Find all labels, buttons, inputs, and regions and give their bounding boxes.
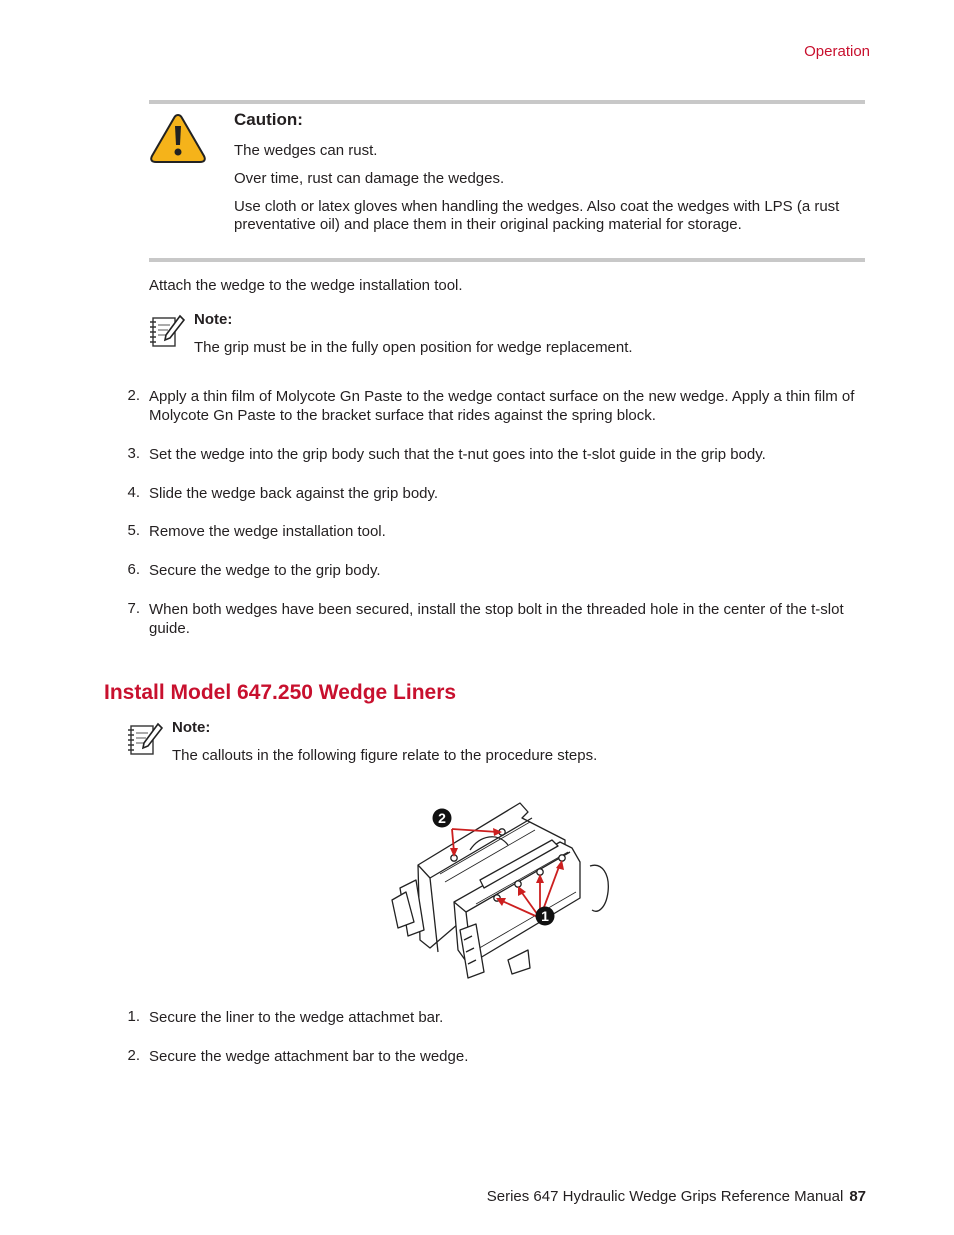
step-text: Secure the wedge to the grip body. xyxy=(149,562,381,579)
step-number: 2. xyxy=(127,387,140,404)
caution-paragraph: Use cloth or latex gloves when handling the wedges. Also coat the wedges with LPS (a rust preventative oil) and place them in their original packing material for storage. xyxy=(234,198,840,233)
step-text: Apply a thin film of Molycote Gn Paste to the wedge contact surface on the new wedge. Apply a thin film of Molycote Gn Paste to the bracket surface that rides against the spring block. xyxy=(149,388,855,424)
step-number: 3. xyxy=(127,445,140,462)
note-pencil-icon xyxy=(127,721,163,757)
svg-text:2: 2 xyxy=(438,810,446,826)
note-text: The callouts in the following figure relate to the procedure steps. xyxy=(172,747,598,764)
caution-top-rule xyxy=(149,100,865,104)
caution-bottom-rule xyxy=(149,258,865,262)
caution-paragraph: Over time, rust can damage the wedges. xyxy=(234,170,505,187)
step-text: Secure the wedge attachment bar to the wedge. xyxy=(149,1048,469,1065)
step-text: When both wedges have been secured, install the stop bolt in the threaded hole in the center of the t-slot guide. xyxy=(149,601,844,637)
step-text: Remove the wedge installation tool. xyxy=(149,523,386,540)
svg-text:1: 1 xyxy=(541,908,549,924)
caution-paragraph: The wedges can rust. xyxy=(234,142,378,159)
warning-icon xyxy=(149,112,207,164)
step-number: 5. xyxy=(127,522,140,539)
step-number: 6. xyxy=(127,561,140,578)
running-header: Operation xyxy=(804,43,870,60)
manual-title: Series 647 Hydraulic Wedge Grips Reference Manual xyxy=(486,1188,844,1205)
note-pencil-icon xyxy=(149,313,185,349)
step-number: 2. xyxy=(127,1047,140,1064)
attach-instruction: Attach the wedge to the wedge installation tool. xyxy=(149,277,463,294)
callout-1-badge xyxy=(536,907,555,926)
step-text: Set the wedge into the grip body such that the t-nut goes into the t-slot guide in the grip body. xyxy=(149,446,766,463)
step-number: 4. xyxy=(127,484,140,501)
callout-2-badge xyxy=(433,809,452,828)
note-title: Note: xyxy=(172,719,211,736)
step-number: 1. xyxy=(127,1008,140,1025)
step-number: 7. xyxy=(127,600,140,617)
section-heading: Install Model 647.250 Wedge Liners xyxy=(104,681,457,704)
step-text: Slide the wedge back against the grip body. xyxy=(149,485,439,502)
page-number: 87 xyxy=(849,1188,866,1205)
page-footer xyxy=(430,1188,866,1205)
wedge-grip-figure xyxy=(380,800,616,982)
caution-title: Caution: xyxy=(234,110,303,129)
note-title: Note: xyxy=(194,311,233,328)
step-text: Secure the liner to the wedge attachmet bar. xyxy=(149,1009,444,1026)
note-text: The grip must be in the fully open position for wedge replacement. xyxy=(194,339,633,356)
